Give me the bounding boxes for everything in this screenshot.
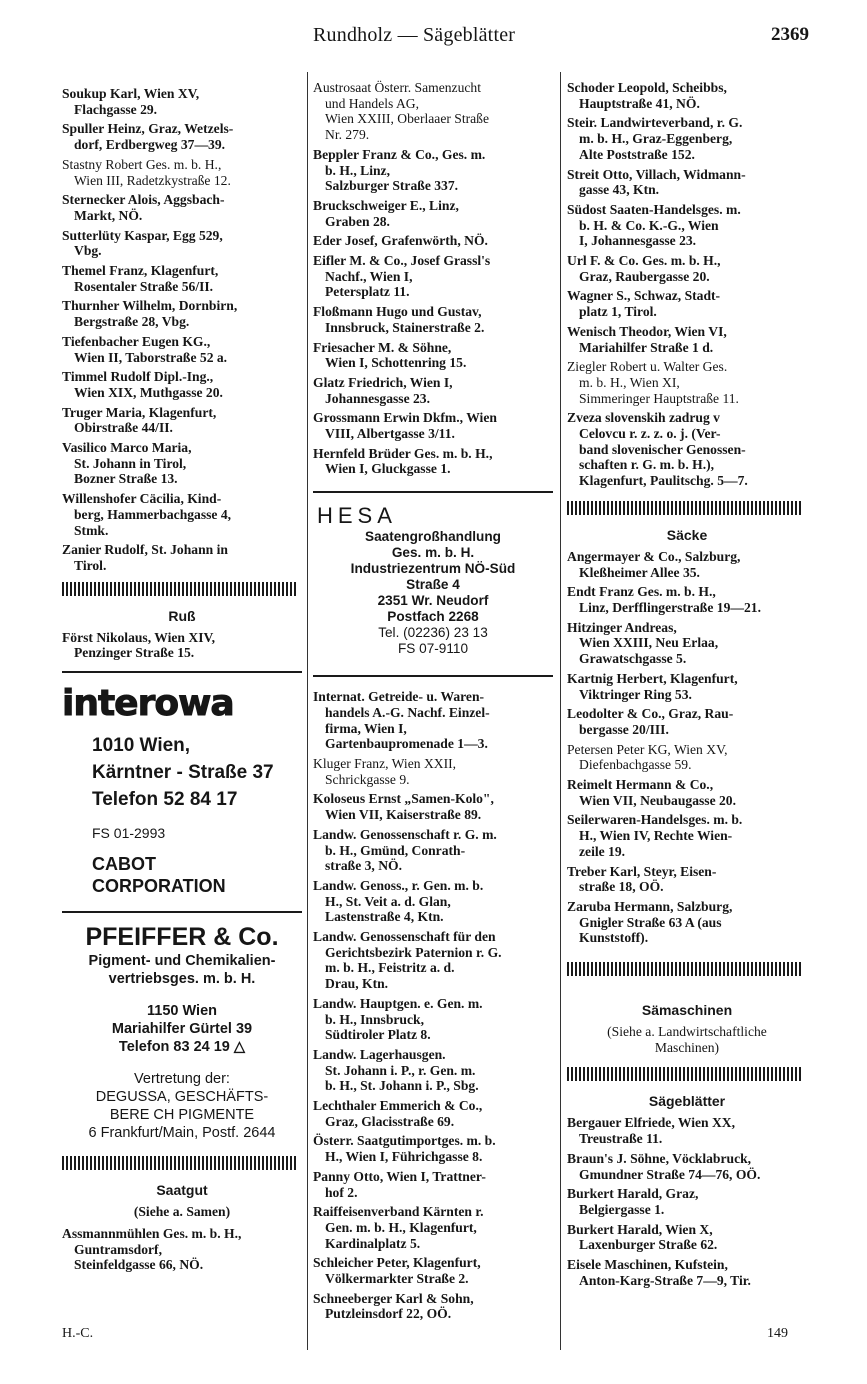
entry-line: bergasse 20/III.	[579, 721, 669, 737]
directory-entry	[567, 167, 807, 198]
entry-line: m. b. H., Wien XI,	[579, 374, 680, 390]
entry-line: Tirol.	[74, 557, 107, 573]
directory-entry	[62, 228, 302, 259]
hesa-tel: Tel. (02236) 23 13	[378, 625, 488, 641]
entry-line: Steir. Landwirteverband, r. G.	[567, 115, 743, 131]
entry-line: Internat. Getreide- u. Waren-	[313, 689, 485, 705]
entry-list	[313, 80, 553, 477]
directory-entry	[62, 630, 302, 661]
entry-line: dorf, Erdbergweg 37—39.	[74, 137, 226, 153]
directory-entry	[313, 410, 553, 441]
entry-line: Kardinalplatz 5.	[325, 1235, 421, 1251]
entry-line: Laxenburger Straße 62.	[579, 1237, 718, 1253]
directory-entry	[567, 549, 807, 580]
hesa-line-4: Straße 4	[406, 577, 460, 593]
entry-list	[62, 1226, 302, 1273]
entry-line: Kartnig Herbert, Klagenfurt,	[567, 670, 738, 686]
directory-entry	[567, 777, 807, 808]
entry-line: Austrosaat Österr. Samenzucht	[313, 80, 481, 95]
entry-line: straße 3, NÖ.	[325, 858, 403, 874]
hesa-fs: FS 07-9110	[397, 641, 469, 657]
section-heading-russ: Ruß	[168, 607, 196, 624]
entry-line: b. H. & Co. K.-G., Wien	[579, 217, 719, 233]
entry-line: Hitzinger Andreas,	[567, 619, 677, 635]
entry-line: Assmannmühlen Ges. m. b. H.,	[62, 1225, 242, 1241]
entry-line: Putzleinsdorf 22, OÖ.	[325, 1306, 452, 1322]
directory-entry	[62, 157, 302, 188]
entry-line: Gerichtsbezirk Paternion r. G.	[325, 944, 502, 960]
pfeiffer-rep-1: DEGUSSA, GESCHÄFTS-	[95, 1089, 269, 1106]
section-divider-bar	[62, 582, 296, 596]
section-heading-saegeblaetter: Sägeblätter	[648, 1093, 726, 1110]
directory-entry	[313, 198, 553, 229]
entry-line: Guntramsdorf,	[74, 1241, 162, 1257]
entry-line: Südost Saaten-Handelsges. m.	[567, 201, 741, 217]
entry-line: band slovenischer Genossen-	[579, 441, 746, 457]
entry-line: Südtiroler Platz 8.	[325, 1027, 431, 1043]
entry-line: Eder Josef, Grafenwörth, NÖ.	[313, 233, 488, 249]
section-divider-bar	[567, 962, 803, 976]
entry-line: Wien XXIII, Neu Erlaa,	[579, 635, 719, 651]
entry-line: Lechthaler Emmerich & Co.,	[313, 1098, 483, 1114]
directory-entry	[567, 202, 807, 249]
entry-line: Themel Franz, Klagenfurt,	[62, 263, 219, 279]
directory-entry	[567, 1151, 807, 1182]
entry-line: Schoder Leopold, Scheibbs,	[567, 80, 727, 95]
directory-entry	[567, 288, 807, 319]
entry-line: firma, Wien I,	[325, 720, 407, 736]
entry-line: Mariahilfer Straße 1 d.	[579, 339, 714, 355]
page-header	[0, 24, 867, 54]
directory-entry	[313, 1047, 553, 1094]
entry-line: Rosentaler Straße 56/II.	[74, 278, 214, 294]
entry-line: b. H., St. Johann i. P., Sbg.	[325, 1078, 479, 1094]
entry-line: Landw. Genoss., r. Gen. m. b.	[313, 877, 484, 893]
directory-entry	[567, 324, 807, 355]
entry-line: Drau, Ktn.	[325, 976, 389, 992]
directory-entry	[313, 253, 553, 300]
pfeiffer-phone: Telefon 83 24 19 △	[118, 1039, 246, 1056]
interowa-address-line: 1010 Wien,	[92, 735, 191, 757]
entry-line: Tiefenbacher Eugen KG.,	[62, 333, 211, 349]
entry-line: Streit Otto, Villach, Widmann-	[567, 166, 746, 182]
entry-line: Viktringer Ring 53.	[579, 686, 692, 702]
entry-line: Soukup Karl, Wien XV,	[62, 86, 200, 101]
entry-list	[62, 630, 302, 661]
entry-line: Wien VII, Kaiserstraße 89.	[325, 807, 482, 823]
section-divider-bar	[567, 1067, 803, 1081]
interowa-street-line: Kärntner - Straße 37	[92, 762, 274, 784]
entry-line: Kunststoff).	[579, 930, 649, 946]
directory-entry	[313, 1291, 553, 1322]
footer-page: 149	[767, 1326, 788, 1341]
pfeiffer-rep-3: 6 Frankfurt/Main, Postf. 2644	[88, 1125, 276, 1142]
directory-entry	[567, 115, 807, 162]
entry-line: Gnigler Straße 63 A (aus	[579, 914, 722, 930]
entry-line: Eisele Maschinen, Kufstein,	[567, 1257, 728, 1273]
entry-line: Schneeberger Karl & Sohn,	[313, 1290, 474, 1306]
entry-line: Kluger Franz, Wien XXII,	[313, 755, 457, 771]
entry-line: H., Wien I, Führichgasse 8.	[325, 1149, 483, 1165]
entry-line: Wien VII, Neubaugasse 20.	[579, 792, 736, 808]
entry-line: I, Johannesgasse 23.	[579, 233, 697, 249]
cabot-line-2: CORPORATION	[92, 876, 226, 897]
entry-line: Sutterlüty Kaspar, Egg 529,	[62, 227, 223, 243]
entry-list	[567, 549, 807, 946]
entry-line: Diefenbachgasse 59.	[579, 757, 692, 773]
directory-entry	[62, 542, 302, 573]
entry-line: Reimelt Hermann & Co.,	[567, 777, 714, 793]
entry-line: zeile 19.	[579, 843, 626, 859]
entry-line: Bruckschweiger E., Linz,	[313, 197, 459, 213]
ad-rule	[62, 671, 302, 673]
entry-line: Stmk.	[74, 522, 109, 538]
entry-line: m. b. H., Feistritz a. d.	[325, 960, 455, 976]
entry-line: Celovcu r. z. z. o. j. (Ver-	[579, 426, 721, 442]
column-3	[567, 80, 807, 1292]
entry-line: Petersen Peter KG, Wien XV,	[567, 741, 728, 757]
section-divider-bar	[62, 1156, 296, 1170]
entry-line: platz 1, Tirol.	[579, 304, 657, 320]
entry-line: Zveza slovenskih zadrug v	[567, 410, 720, 426]
entry-line: Gartenbaupromenade 1—3.	[325, 736, 488, 752]
entry-line: Graz, Glacisstraße 69.	[325, 1113, 455, 1129]
hesa-line-6: Postfach 2268	[387, 609, 479, 625]
hesa-line-1: Saatengroßhandlung	[365, 529, 501, 545]
ad-rule	[313, 491, 553, 493]
pfeiffer-address-1: 1150 Wien	[147, 1003, 217, 1020]
entry-line: Leodolter & Co., Graz, Rau-	[567, 706, 734, 722]
directory-entry	[313, 1204, 553, 1251]
entry-line: Floßmann Hugo und Gustav,	[313, 304, 482, 320]
entry-line: Schrickgasse 9.	[325, 771, 410, 787]
section-heading-saatgut: Saatgut	[156, 1182, 208, 1199]
directory-entry	[62, 192, 302, 223]
column-2	[313, 80, 553, 1326]
entry-line: H., St. Veit a. d. Glan,	[325, 893, 451, 909]
interowa-logo: interowa	[62, 683, 234, 725]
entry-line: berg, Hammerbachgasse 4,	[74, 506, 232, 522]
entry-line: hof 2.	[325, 1184, 358, 1200]
hesa-line-2: Ges. m. b. H.	[391, 545, 475, 561]
entry-line: Koloseus Ernst „Samen-Kolo",	[313, 791, 494, 807]
entry-line: Völkermarkter Straße 2.	[325, 1271, 469, 1287]
interowa-phone-line: Telefon 52 84 17	[92, 789, 238, 811]
directory-entry	[313, 375, 553, 406]
page-number: 2369	[771, 24, 809, 45]
directory-entry	[62, 440, 302, 487]
column-1	[62, 86, 302, 1277]
directory-entry	[313, 233, 553, 249]
hesa-line-3: Industriezentrum NÖ-Süd	[350, 561, 516, 577]
entry-line: Wagner S., Schwaz, Stadt-	[567, 288, 721, 304]
pfeiffer-sub-2: vertriebsges. m. b. H.	[108, 971, 256, 988]
directory-entry	[567, 706, 807, 737]
directory-entry	[567, 253, 807, 284]
entry-line: m. b. H., Graz-Eggenberg,	[579, 131, 733, 147]
entry-line: Penzinger Straße 15.	[74, 645, 195, 661]
entry-line: Landw. Hauptgen. e. Gen. m.	[313, 995, 483, 1011]
entry-line: VIII, Albertgasse 3/11.	[325, 426, 455, 442]
entry-line: Raiffeisenverband Kärnten r.	[313, 1204, 484, 1220]
directory-entry	[567, 359, 807, 406]
entry-line: St. Johann in Tirol,	[74, 455, 187, 471]
entry-line: Wien XIX, Muthgasse 20.	[74, 384, 223, 400]
entry-line: Glatz Friedrich, Wien I,	[313, 374, 453, 390]
entry-list	[567, 80, 807, 489]
entry-line: Steinfeldgasse 66, NÖ.	[74, 1257, 204, 1273]
entry-line: Eifler M. & Co., Josef Grassl's	[313, 253, 491, 269]
saemaschinen-note-2: Maschinen)	[654, 1039, 720, 1055]
entry-line: Panny Otto, Wien I, Trattner-	[313, 1168, 486, 1184]
section-heading-saecke: Säcke	[666, 526, 708, 543]
directory-entry	[62, 263, 302, 294]
entry-line: Spuller Heinz, Graz, Wetzels-	[62, 121, 234, 137]
entry-line: Grossmann Erwin Dkfm., Wien	[313, 410, 497, 426]
directory-entry	[313, 340, 553, 371]
entry-line: gasse 43, Ktn.	[579, 182, 660, 198]
entry-line: Belgiergasse 1.	[579, 1201, 665, 1217]
entry-line: Petersplatz 11.	[325, 284, 410, 300]
pfeiffer-rep-label: Vertretung der:	[134, 1071, 230, 1088]
directory-entry	[62, 491, 302, 538]
entry-line: Thurnher Wilhelm, Dornbirn,	[62, 298, 238, 314]
entry-line: Burkert Harald, Wien X,	[567, 1221, 713, 1237]
directory-entry	[567, 1257, 807, 1288]
entry-list	[313, 689, 553, 1322]
entry-line: Först Nikolaus, Wien XIV,	[62, 629, 215, 645]
entry-line: b. H., Linz,	[325, 162, 390, 178]
hesa-ad	[313, 503, 553, 657]
entry-line: Hernfeld Brüder Ges. m. b. H.,	[313, 445, 493, 461]
footer-left: H.-C.	[62, 1326, 94, 1341]
section-heading-saemaschinen: Sämaschinen	[641, 1002, 733, 1019]
entry-line: Bozner Straße 13.	[74, 471, 178, 487]
entry-line: Wien XXIII, Oberlaaer Straße	[325, 111, 490, 127]
entry-line: Willenshofer Cäcilia, Kind-	[62, 491, 222, 507]
directory-entry	[567, 1186, 807, 1217]
entry-line: Truger Maria, Klagenfurt,	[62, 404, 217, 420]
entry-line: Zanier Rudolf, St. Johann in	[62, 542, 228, 558]
pfeiffer-ad	[62, 923, 302, 1142]
interowa-ad	[62, 683, 302, 897]
entry-line: Burkert Harald, Graz,	[567, 1186, 699, 1202]
entry-line: Treustraße 11.	[579, 1131, 663, 1147]
column-divider	[307, 72, 308, 1350]
directory-entry	[313, 791, 553, 822]
directory-entry	[313, 996, 553, 1043]
entry-line: Sternecker Alois, Aggsbach-	[62, 192, 225, 208]
entry-line: Lastenstraße 4, Ktn.	[325, 909, 444, 925]
entry-line: Hauptstraße 41, NÖ.	[579, 95, 700, 111]
entry-line: Markt, NÖ.	[74, 207, 143, 223]
interowa-fs: FS 01-2993	[92, 825, 166, 842]
directory-entry	[62, 298, 302, 329]
directory-entry	[567, 80, 807, 111]
entry-line: Grawatschgasse 5.	[579, 651, 687, 667]
entry-line: Vbg.	[74, 243, 102, 259]
pfeiffer-address-2: Mariahilfer Gürtel 39	[111, 1021, 253, 1038]
entry-line: Wenisch Theodor, Wien VI,	[567, 323, 727, 339]
directory-entry	[567, 899, 807, 946]
entry-list	[62, 86, 302, 574]
directory-entry	[62, 334, 302, 365]
entry-line: Graz, Raubergasse 20.	[579, 268, 710, 284]
directory-entry	[313, 929, 553, 992]
entry-line: Österr. Saatgutimportges. m. b.	[313, 1133, 496, 1149]
entry-line: straße 18, OÖ.	[579, 879, 664, 895]
entry-line: Friesacher M. & Söhne,	[313, 339, 452, 355]
directory-entry	[567, 620, 807, 667]
entry-line: Bergstraße 28, Vbg.	[74, 314, 190, 330]
ad-rule	[313, 675, 553, 677]
entry-line: b. H., Gmünd, Conrath-	[325, 842, 466, 858]
entry-line: St. Johann i. P., r. Gen. m.	[325, 1062, 476, 1078]
entry-line: Landw. Genossenschaft für den	[313, 929, 496, 945]
directory-entry	[567, 812, 807, 859]
directory-entry	[313, 304, 553, 335]
entry-line: Landw. Genossenschaft r. G. m.	[313, 826, 497, 842]
entry-line: Wien II, Taborstraße 52 a.	[74, 349, 228, 365]
directory-entry	[567, 1115, 807, 1146]
entry-line: Flachgasse 29.	[74, 101, 158, 117]
directory-entry	[313, 1169, 553, 1200]
entry-line: Vasilico Marco Maria,	[62, 440, 192, 456]
entry-line: Bergauer Elfriede, Wien XX,	[567, 1115, 736, 1131]
entry-line: Simmeringer Hauptstraße 11.	[579, 390, 739, 406]
entry-line: Wien I, Gluckgasse 1.	[325, 461, 451, 477]
entry-line: Nachf., Wien I,	[325, 268, 413, 284]
directory-entry	[313, 147, 553, 194]
entry-line: Landw. Lagerhausgen.	[313, 1046, 446, 1062]
saemaschinen-note-1: (Siehe a. Landwirtschaftliche	[607, 1024, 767, 1040]
entry-line: Kleßheimer Allee 35.	[579, 564, 700, 580]
entry-line: Gen. m. b. H., Klagenfurt,	[325, 1219, 477, 1235]
entry-line: Wien III, Radetzkystraße 12.	[74, 172, 231, 188]
entry-line: Nr. 279.	[325, 127, 370, 143]
entry-line: Braun's J. Söhne, Vöcklabruck,	[567, 1150, 752, 1166]
section-divider-bar	[567, 501, 803, 515]
directory-entry	[62, 405, 302, 436]
directory-entry	[62, 121, 302, 152]
directory-entry	[567, 410, 807, 489]
entry-line: Seilerwaren-Handelsges. m. b.	[567, 812, 743, 828]
directory-entry	[567, 1222, 807, 1253]
hesa-line-5: 2351 Wr. Neudorf	[377, 593, 489, 609]
entry-line: handels A.-G. Nachf. Einzel-	[325, 704, 490, 720]
directory-entry	[313, 827, 553, 874]
directory-entry	[313, 756, 553, 787]
entry-line: Alte Poststraße 152.	[579, 146, 695, 162]
entry-line: Gmundner Straße 74—76, OÖ.	[579, 1166, 761, 1182]
directory-entry	[313, 1255, 553, 1286]
directory-entry	[567, 584, 807, 615]
entry-line: Angermayer & Co., Salzburg,	[567, 548, 741, 564]
page-title: Rundholz — Sägeblätter	[313, 24, 516, 46]
entry-line: Endt Franz Ges. m. b. H.,	[567, 584, 716, 600]
entry-line: Treber Karl, Steyr, Eisen-	[567, 863, 717, 879]
directory-entry	[313, 80, 553, 143]
directory-entry	[567, 742, 807, 773]
entry-line: Obirstraße 44/II.	[74, 420, 173, 436]
directory-entry	[567, 671, 807, 702]
pfeiffer-sub-1: Pigment- und Chemikalien-	[88, 953, 276, 970]
entry-line: Zaruba Hermann, Salzburg,	[567, 898, 733, 914]
entry-line: und Handels AG,	[325, 95, 420, 111]
directory-entry	[313, 446, 553, 477]
entry-line: schaften r. G. m. b. H.),	[579, 457, 715, 473]
entry-line: Wien I, Schottenring 15.	[325, 355, 467, 371]
directory-entry	[567, 864, 807, 895]
ad-rule	[62, 911, 302, 913]
hesa-brand: HESA	[317, 503, 397, 529]
entry-line: Johannesgasse 23.	[325, 390, 430, 406]
entry-line: Schleicher Peter, Klagenfurt,	[313, 1255, 481, 1271]
directory-entry	[62, 369, 302, 400]
entry-line: Linz, Derfflingerstraße 19—21.	[579, 599, 761, 615]
directory-entry	[62, 86, 302, 117]
entry-line: Timmel Rudolf Dipl.-Ing.,	[62, 369, 214, 385]
entry-line: Stastny Robert Ges. m. b. H.,	[62, 156, 222, 172]
directory-entry	[313, 1098, 553, 1129]
directory-entry	[313, 878, 553, 925]
entry-line: Url F. & Co. Ges. m. b. H.,	[567, 253, 721, 269]
entry-line: Anton-Karg-Straße 7—9, Tir.	[579, 1272, 751, 1288]
entry-list	[567, 1115, 807, 1288]
entry-line: Graben 28.	[325, 213, 390, 229]
pfeiffer-rep-2: BERE CH PIGMENTE	[109, 1107, 255, 1124]
directory-entry	[313, 689, 553, 752]
pfeiffer-name: PFEIFFER & Co.	[85, 923, 279, 952]
directory-entry	[313, 1133, 553, 1164]
saatgut-note: (Siehe a. Samen)	[133, 1204, 231, 1220]
entry-line: Salzburger Straße 337.	[325, 178, 459, 194]
entry-line: Klagenfurt, Paulitschg. 5—7.	[579, 473, 748, 489]
directory-entry	[62, 1226, 302, 1273]
entry-line: Beppler Franz & Co., Ges. m.	[313, 146, 486, 162]
cabot-line-1: CABOT	[92, 854, 156, 875]
column-divider	[560, 72, 561, 1350]
entry-line: b. H., Innsbruck,	[325, 1011, 424, 1027]
entry-line: Innsbruck, Stainerstraße 2.	[325, 319, 485, 335]
entry-line: H., Wien IV, Rechte Wien-	[579, 828, 733, 844]
entry-line: Ziegler Robert u. Walter Ges.	[567, 359, 728, 375]
